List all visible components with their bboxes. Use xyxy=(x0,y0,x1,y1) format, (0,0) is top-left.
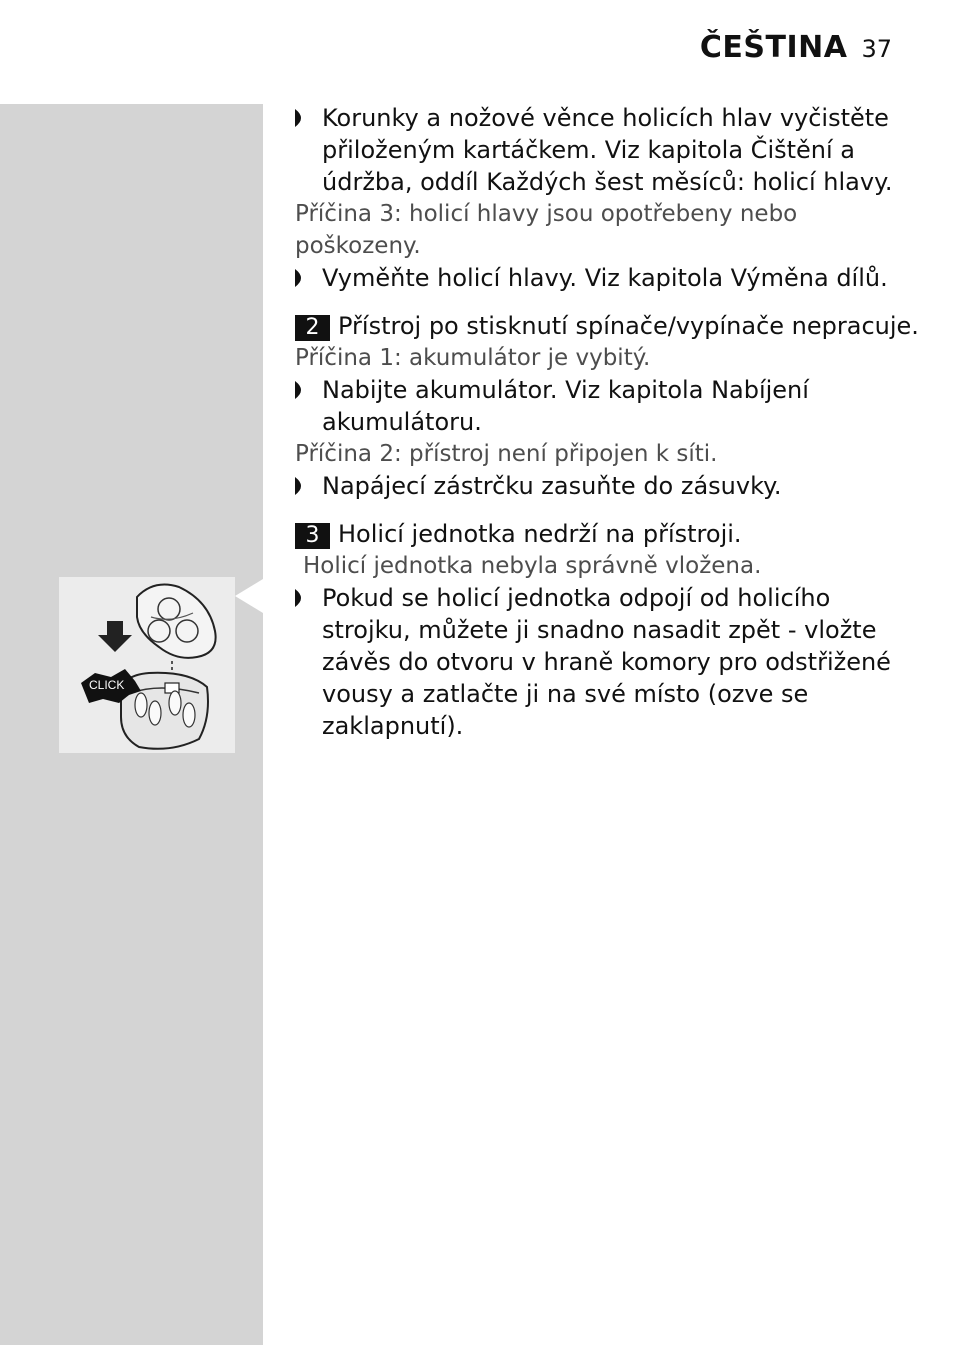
problem-number-badge: 2 xyxy=(295,315,330,341)
bullet-text: Nabijte akumulátor. Viz kapitola Nabíjení akumulátoru. xyxy=(322,376,809,436)
problem-heading xyxy=(295,310,919,342)
cause-text: Holicí jednotka nebyla správně vložena. xyxy=(303,553,762,579)
problem-heading xyxy=(295,518,905,550)
problem-number-badge: 3 xyxy=(295,523,330,549)
figure-pointer-arrow xyxy=(235,579,263,613)
bullet-icon xyxy=(295,381,307,399)
cause-text: Příčina 1: akumulátor je vybitý. xyxy=(295,345,651,371)
shaver-drawing-icon xyxy=(59,577,235,753)
main-content xyxy=(295,102,919,742)
problem-text: Holicí jednotka nedrží na přístroji. xyxy=(338,520,742,548)
cause-text: Příčina 2: přístroj není připojen k síti. xyxy=(295,441,718,467)
bullet-icon xyxy=(295,269,307,287)
section-title: ČEŠTINA xyxy=(699,30,848,65)
click-label: CLICK xyxy=(89,678,125,692)
bullet-text: Vyměňte holicí hlavy. Viz kapitola Výměna dílů. xyxy=(322,264,888,292)
list-item xyxy=(295,102,905,198)
bullet-icon xyxy=(295,477,307,495)
list-item xyxy=(295,262,905,294)
bullet-icon xyxy=(295,589,307,607)
list-item xyxy=(295,374,905,438)
list-item xyxy=(295,582,905,742)
bullet-icon xyxy=(295,109,307,127)
page-header xyxy=(700,30,892,65)
bullet-text: Pokud se holicí jednotka odpojí od holicího strojku, můžete ji snadno nasadit zpět - vložte závěs do otvoru v hraně komory pro odstřižené vousy a zatlačte ji na své místo (ozve se zaklapnutí). xyxy=(322,584,891,740)
bullet-text: Korunky a nožové věnce holicích hlav vyčistěte přiloženým kartáčkem. Viz kapitola Čištění a údržba, oddíl Každých šest měsíců: holicí hlavy. xyxy=(322,104,893,196)
bullet-text: Napájecí zástrčku zasuňte do zásuvky. xyxy=(322,472,782,500)
cause-text: Příčina 3: holicí hlavy jsou opotřebeny nebo poškozeny. xyxy=(295,201,798,259)
shaving-unit-illustration xyxy=(59,577,235,753)
problem-text: Přístroj po stisknutí spínače/vypínače nepracuje. xyxy=(338,312,919,340)
page-number: 37 xyxy=(861,35,892,63)
list-item xyxy=(295,470,905,502)
